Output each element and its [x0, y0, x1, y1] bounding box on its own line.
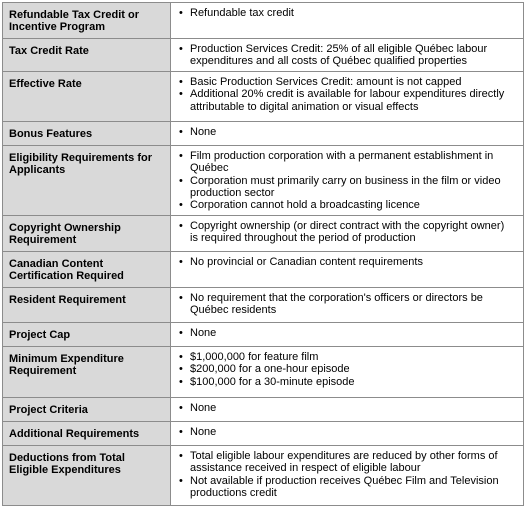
bullet-item: • None [179, 402, 515, 414]
row-value [171, 322, 524, 346]
row-label: Deductions from Total Eligible Expenditures [3, 445, 171, 505]
table-row [3, 215, 524, 251]
bullet-item: • Film production corporation with a permanent establishment in Québec [179, 150, 515, 175]
row-label: Additional Requirements [3, 421, 171, 445]
bullet-item: • Production Services Credit: 25% of all eligible Québec labour expenditures and all costs of Québec qualified properties [179, 43, 515, 68]
row-label: Bonus Features [3, 121, 171, 145]
bullet-list [179, 402, 515, 414]
bullet-item: • Not available if production receives Québec Film and Television productions credit [179, 475, 515, 500]
row-value [171, 215, 524, 251]
table-row [3, 39, 524, 72]
bullet-item: • Corporation must primarily carry on business in the film or video production sector [179, 175, 515, 200]
bullet-list [179, 450, 515, 500]
table-body [3, 3, 524, 506]
table-row [3, 145, 524, 215]
bullet-item: • None [179, 126, 515, 138]
tax-credit-table-wrapper [2, 2, 524, 506]
row-label: Effective Rate [3, 71, 171, 121]
bullet-item: • None [179, 327, 515, 339]
table-row [3, 287, 524, 322]
row-label: Project Cap [3, 322, 171, 346]
bullet-list [179, 327, 515, 339]
bullet-item: • $100,000 for a 30-minute episode [179, 376, 515, 388]
table-row [3, 445, 524, 505]
row-value [171, 121, 524, 145]
row-value [171, 39, 524, 72]
bullet-item: • No requirement that the corporation's officers or directors be Québec residents [179, 292, 515, 317]
row-value [171, 397, 524, 421]
bullet-list [179, 256, 515, 268]
bullet-item: • None [179, 426, 515, 438]
row-value [171, 71, 524, 121]
table-row [3, 322, 524, 346]
bullet-list [179, 426, 515, 438]
table-row [3, 3, 524, 39]
row-label: Eligibility Requirements for Applicants [3, 145, 171, 215]
row-label: Copyright Ownership Requirement [3, 215, 171, 251]
row-label: Minimum Expenditure Requirement [3, 346, 171, 397]
bullet-list [179, 76, 515, 113]
row-label: Resident Requirement [3, 287, 171, 322]
bullet-item: • Basic Production Services Credit: amount is not capped [179, 76, 515, 88]
row-label: Canadian Content Certification Required [3, 251, 171, 287]
row-label: Project Criteria [3, 397, 171, 421]
bullet-item: • $200,000 for a one-hour episode [179, 363, 515, 375]
row-value [171, 251, 524, 287]
bullet-list [179, 351, 515, 388]
table-row [3, 71, 524, 121]
bullet-item: • Total eligible labour expenditures are reduced by other forms of assistance received in respect of eligible labour [179, 450, 515, 475]
bullet-item: • Copyright ownership (or direct contract with the copyright owner) is required throughout the period of production [179, 220, 515, 245]
table-row [3, 397, 524, 421]
row-value [171, 346, 524, 397]
row-label: Tax Credit Rate [3, 39, 171, 72]
row-label: Refundable Tax Credit or Incentive Program [3, 3, 171, 39]
table-row [3, 121, 524, 145]
table-row [3, 251, 524, 287]
bullet-item: • Corporation cannot hold a broadcasting licence [179, 199, 515, 211]
bullet-list [179, 43, 515, 68]
bullet-item: • Additional 20% credit is available for labour expenditures directly attributable to digital animation or visual effects [179, 88, 515, 113]
bullet-item: • Refundable tax credit [179, 7, 515, 19]
table-row [3, 346, 524, 397]
row-value [171, 421, 524, 445]
bullet-item: • $1,000,000 for feature film [179, 351, 515, 363]
bullet-list [179, 150, 515, 212]
bullet-list [179, 7, 515, 19]
bullet-list [179, 220, 515, 245]
bullet-item: • No provincial or Canadian content requirements [179, 256, 515, 268]
row-value [171, 3, 524, 39]
row-value [171, 287, 524, 322]
table-row [3, 421, 524, 445]
row-value [171, 145, 524, 215]
bullet-list [179, 126, 515, 138]
tax-credit-table [2, 2, 524, 506]
row-value [171, 445, 524, 505]
bullet-list [179, 292, 515, 317]
